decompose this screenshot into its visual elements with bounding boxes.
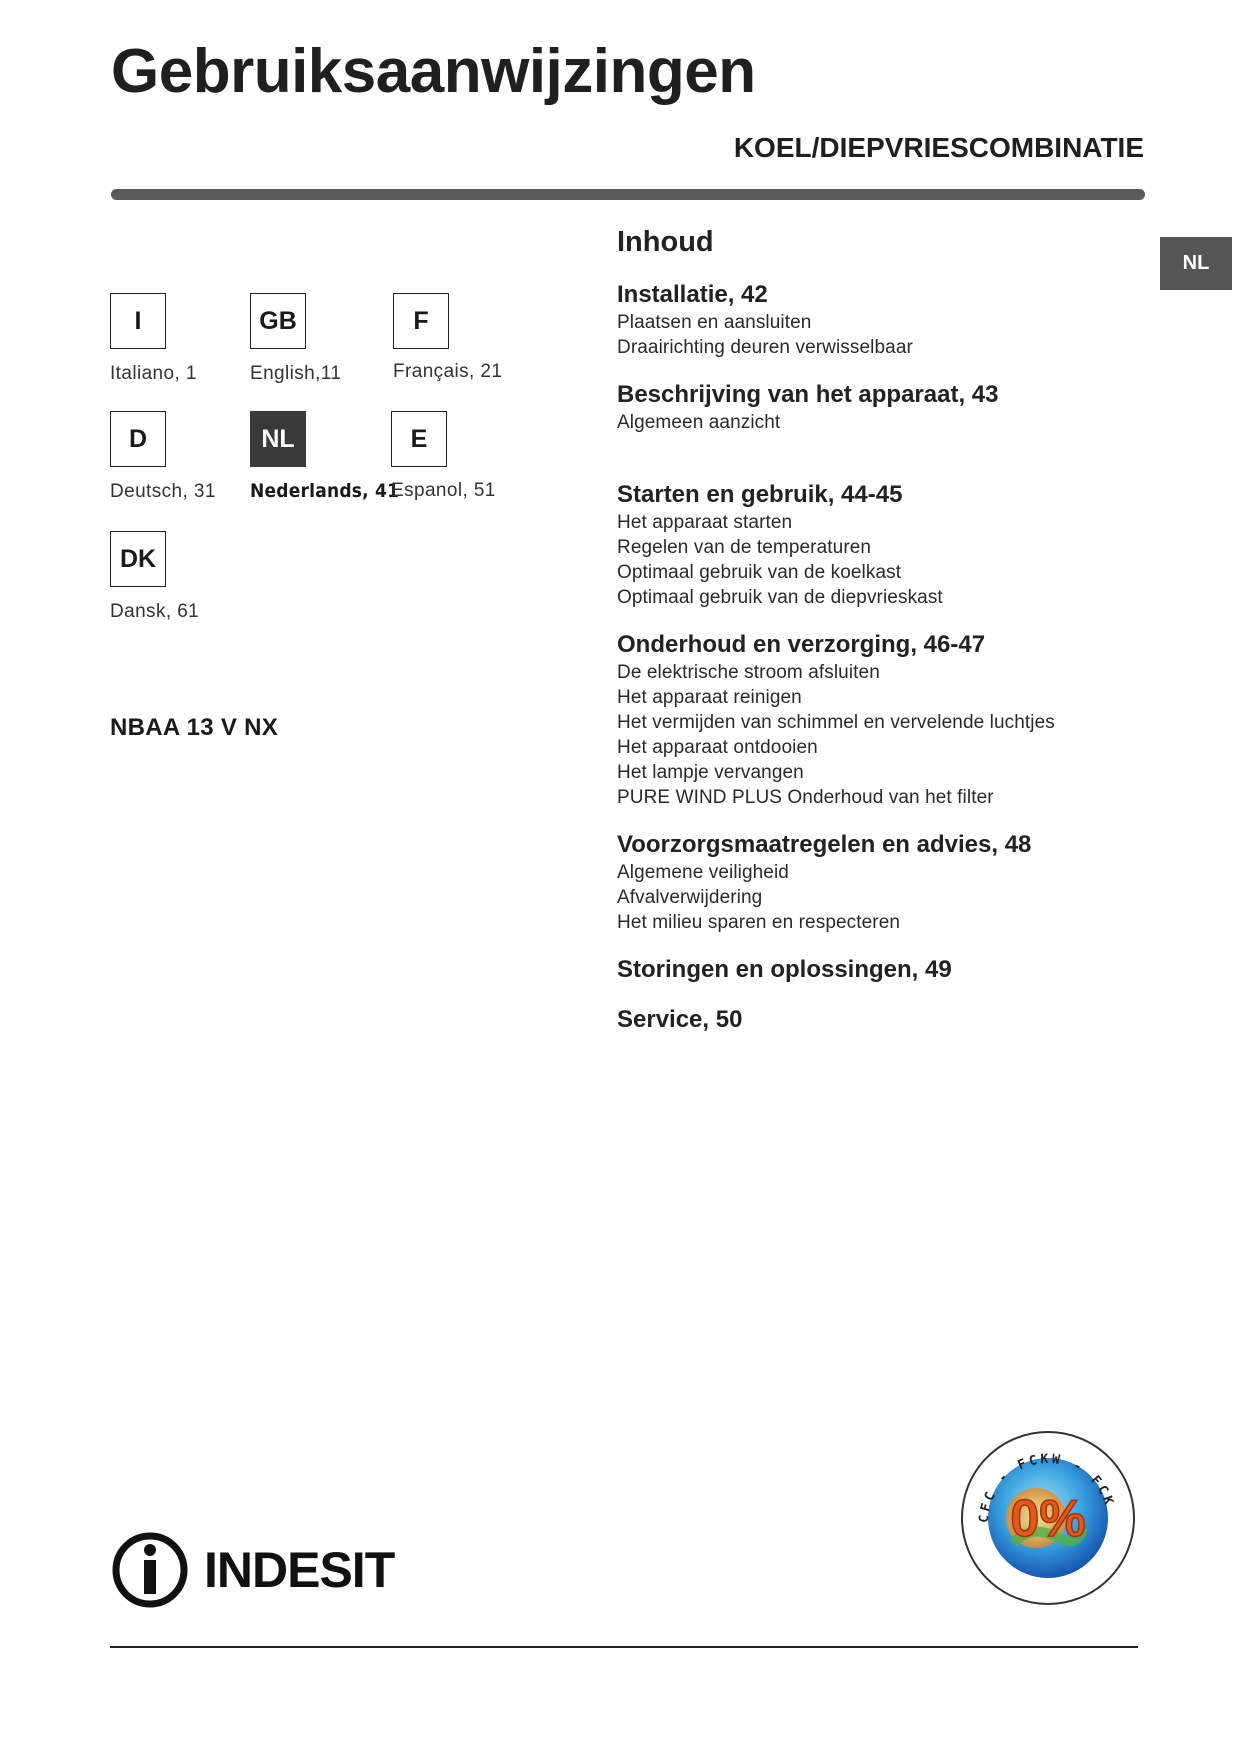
section-heading[interactable]: Starten en gebruik, 44-45 — [617, 481, 903, 508]
section-heading[interactable]: Installatie, 42 — [617, 281, 768, 308]
contents-title: Inhoud — [617, 226, 714, 258]
footer-divider — [110, 1646, 1138, 1648]
section-item: Het apparaat reinigen — [617, 687, 802, 708]
section-item: PURE WIND PLUS Onderhoud van het filter — [617, 787, 994, 808]
cfc-free-badge-icon — [958, 1428, 1138, 1608]
contents-section — [617, 381, 998, 435]
language-label: Deutsch, 31 — [110, 481, 216, 502]
model-number: NBAA 13 V NX — [110, 714, 279, 741]
contents-section — [617, 631, 1055, 810]
section-heading[interactable]: Voorzorgsmaatregelen en advies, 48 — [617, 831, 1032, 858]
brand-name: INDESIT — [204, 1542, 395, 1598]
section-heading[interactable]: Beschrijving van het apparaat, 43 — [617, 381, 999, 408]
section-heading[interactable]: Storingen en oplossingen, 49 — [617, 956, 952, 983]
language-label: Espanol, 51 — [391, 480, 496, 501]
language-item-german[interactable] — [110, 411, 216, 502]
section-item: Regelen van de temperaturen — [617, 537, 872, 558]
section-item: Het milieu sparen en respecteren — [617, 912, 901, 933]
language-item-spanish[interactable] — [391, 411, 496, 501]
contents-section — [617, 956, 952, 985]
language-label: English,11 — [250, 363, 342, 384]
language-code-box: GB — [250, 293, 306, 349]
product-type: KOEL/DIEPVRIESCOMBINATIE — [733, 132, 1144, 163]
header-divider — [111, 189, 1145, 200]
info-i-icon — [110, 1530, 190, 1610]
language-code-box: E — [391, 411, 447, 467]
contents-section — [617, 481, 943, 610]
language-tab-marker: NL — [1160, 237, 1232, 290]
section-heading[interactable]: Onderhoud en verzorging, 46-47 — [617, 631, 986, 658]
language-item-italian[interactable] — [110, 293, 197, 384]
language-label: Dansk, 61 — [110, 601, 200, 622]
language-item-french[interactable] — [393, 293, 503, 382]
section-item: Optimaal gebruik van de diepvrieskast — [617, 587, 943, 608]
section-heading[interactable]: Service, 50 — [617, 1006, 743, 1033]
language-code-box: F — [393, 293, 449, 349]
section-item: Het apparaat ontdooien — [617, 737, 818, 758]
section-item: Plaatsen en aansluiten — [617, 312, 812, 333]
section-item: Algemeen aanzicht — [617, 412, 781, 433]
language-label: Français, 21 — [393, 361, 503, 382]
page-title: Gebruiksaanwijzingen — [111, 37, 756, 106]
section-item: Het vermijden van schimmel en vervelende luchtjes — [617, 712, 1055, 733]
language-label: Italiano, 1 — [110, 363, 197, 384]
language-item-english[interactable] — [250, 293, 342, 384]
language-code-box: D — [110, 411, 166, 467]
section-item: Het apparaat starten — [617, 512, 793, 533]
section-item: De elektrische stroom afsluiten — [617, 662, 880, 683]
section-item: Draairichting deuren verwisselbaar — [617, 337, 913, 358]
language-code-box: DK — [110, 531, 166, 587]
language-item-danish[interactable] — [110, 531, 200, 622]
language-label: Nederlands, 41 — [250, 480, 400, 502]
badge-ring-text: CFC - FCKW - FCK — [976, 1451, 1117, 1524]
section-item: Het lampje vervangen — [617, 762, 804, 783]
contents-section — [617, 831, 1031, 935]
section-item: Optimaal gebruik van de koelkast — [617, 562, 902, 583]
section-item: Algemene veiligheid — [617, 862, 789, 883]
language-code-box: NL — [250, 411, 306, 467]
brand-logo — [110, 1530, 394, 1610]
language-item-dutch[interactable] — [250, 411, 400, 502]
section-item: Afvalverwijdering — [617, 887, 763, 908]
badge-value: 0% — [1010, 1490, 1086, 1548]
language-code-box: I — [110, 293, 166, 349]
contents-section — [617, 1006, 742, 1035]
contents-section — [617, 281, 913, 360]
